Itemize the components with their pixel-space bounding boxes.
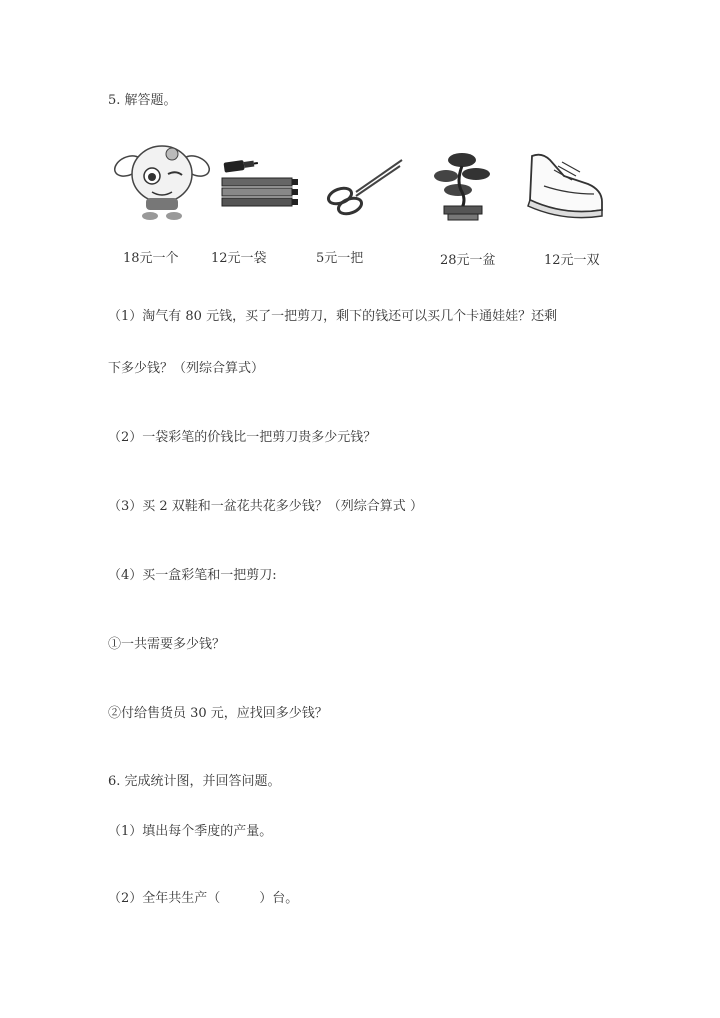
marker-pens-icon: [218, 152, 304, 210]
potted-bonsai-icon: [432, 148, 494, 224]
price-label: 28元一盆: [440, 253, 496, 268]
price-label: 12元一双: [544, 253, 600, 268]
q5-title: 5. 解答题。: [108, 93, 177, 108]
question-5-1-line2: 下多少钱？（列综合算式）: [108, 361, 265, 376]
scissors-icon: [326, 156, 406, 216]
price-label: 12元一袋: [211, 251, 267, 266]
question-5-4-a: ①一共需要多少钱？: [108, 637, 226, 652]
question-5-1-line1: （1）淘气有 80 元钱，买了一把剪刀，剩下的钱还可以买几个卡通娃娃？还剩: [108, 309, 558, 324]
question-6-1: （1）填出每个季度的产量。: [108, 824, 273, 839]
price-label: 5元一把: [316, 251, 364, 266]
question-5-4-b: ②付给售货员 30 元，应找回多少钱？: [108, 706, 328, 721]
sneaker-icon: [524, 150, 606, 222]
question-5-2: （2）一袋彩笔的价钱比一把剪刀贵多少元钱？: [108, 430, 377, 445]
question-5-3: （3）买 2 双鞋和一盆花共花多少钱？（列综合算式 ）: [108, 499, 423, 514]
question-5-4: （4）买一盒彩笔和一把剪刀:: [108, 568, 277, 583]
q6-title: 6. 完成统计图，并回答问题。: [108, 774, 281, 789]
price-label: 18元一个: [123, 251, 179, 266]
question-6-2: （2）全年共生产（ ）台。: [108, 891, 299, 906]
cartoon-doll-icon: [110, 136, 214, 222]
